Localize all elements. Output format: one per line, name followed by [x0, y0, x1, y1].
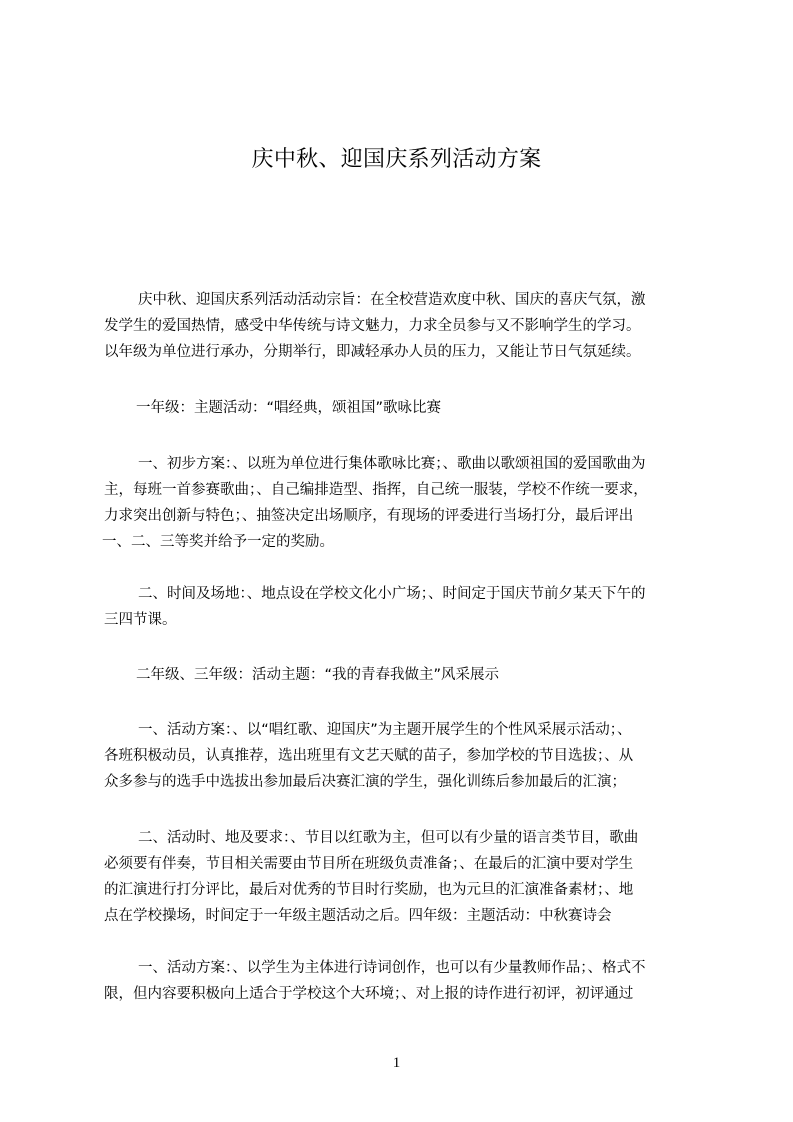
paragraph-grade23-plan	[104, 717, 698, 795]
paragraph-grade23-requirements	[104, 825, 698, 929]
text-line: 一、活动方案：、以学生为主体进行诗词创作，也可以有少量教师作品；、格式不	[138, 960, 646, 976]
paragraph-grade1-venue	[104, 581, 698, 633]
text-line: 力求突出创新与特色；、抽签决定出场顺序，有现场的评委进行当场打分，最后评出	[104, 508, 634, 524]
text-line: 一、二、三等奖并给予一定的奖励。	[102, 534, 334, 550]
text-line: 二、活动时、地及要求：、节目以红歌为主，但可以有少量的语言类节目，歌曲	[138, 830, 639, 846]
text-line: 一年级：主题活动：“唱经典，颂祖国”歌咏比赛	[136, 400, 442, 416]
text-line: 的汇演进行打分评比，最后对优秀的节目时行奖励，也为元旦的汇演准备素材；、地	[104, 882, 634, 898]
paragraph-grade1-plan	[104, 451, 698, 555]
text-line: 以年级为单位进行承办，分期举行，即减轻承办人员的压力，又能让节日气氛延续。	[104, 344, 641, 360]
text-line: 三四节课。	[104, 612, 177, 628]
text-line: 庆中秋、迎国庆系列活动活动宗旨：在全校营造欢度中秋、国庆的喜庆气氛，激	[138, 292, 646, 308]
paragraph-grade1-heading	[104, 395, 698, 421]
text-line: 二、时间及场地：、地点设在学校文化小广场；、时间定于国庆节前夕某天下午的	[138, 586, 646, 602]
text-line: 一、活动方案：、以“唱红歌、迎国庆”为主题开展学生的个性风采展示活动；、	[138, 722, 632, 738]
text-line: 限，但内容要积极向上适合于学校这个大环境；、对上报的诗作进行初评，初评通过	[104, 986, 634, 1002]
paragraph-grade4-plan	[104, 955, 698, 1007]
text-line: 主，每班一首参赛歌曲；、自己编排造型、指挥，自己统一服装，学校不作统一要求，	[104, 482, 648, 498]
page-number: 1	[392, 1055, 401, 1071]
text-line: 二年级、三年级：活动主题：“我的青春我做主”风采展示	[136, 667, 500, 683]
paragraph-grade23-heading	[104, 662, 698, 688]
document-title: 庆中秋、迎国庆系列活动方案	[251, 147, 542, 172]
text-line: 一、初步方案：、以班为单位进行集体歌咏比赛；、歌曲以歌颂祖国的爱国歌曲为	[138, 456, 646, 472]
paragraph-purpose	[104, 287, 698, 365]
text-line: 发学生的爱国热情，感受中华传统与诗文魅力，力求全员参与又不影响学生的学习。	[104, 318, 641, 334]
text-line: 众多参与的选手中选拔出参加最后决赛汇演的学生，强化训练后参加最后的汇演；	[104, 774, 626, 790]
text-line: 各班积极动员，认真推荐，选出班里有文艺天赋的苗子，参加学校的节目选拔；、从	[104, 748, 634, 764]
text-line: 必须要有伴奏，节目相关需要由节目所在班级负责准备；、在最后的汇演中要对学生	[104, 856, 634, 872]
text-line: 点在学校操场，时间定于一年级主题活动之后。四年级：主题活动：中秋赛诗会	[104, 908, 612, 924]
